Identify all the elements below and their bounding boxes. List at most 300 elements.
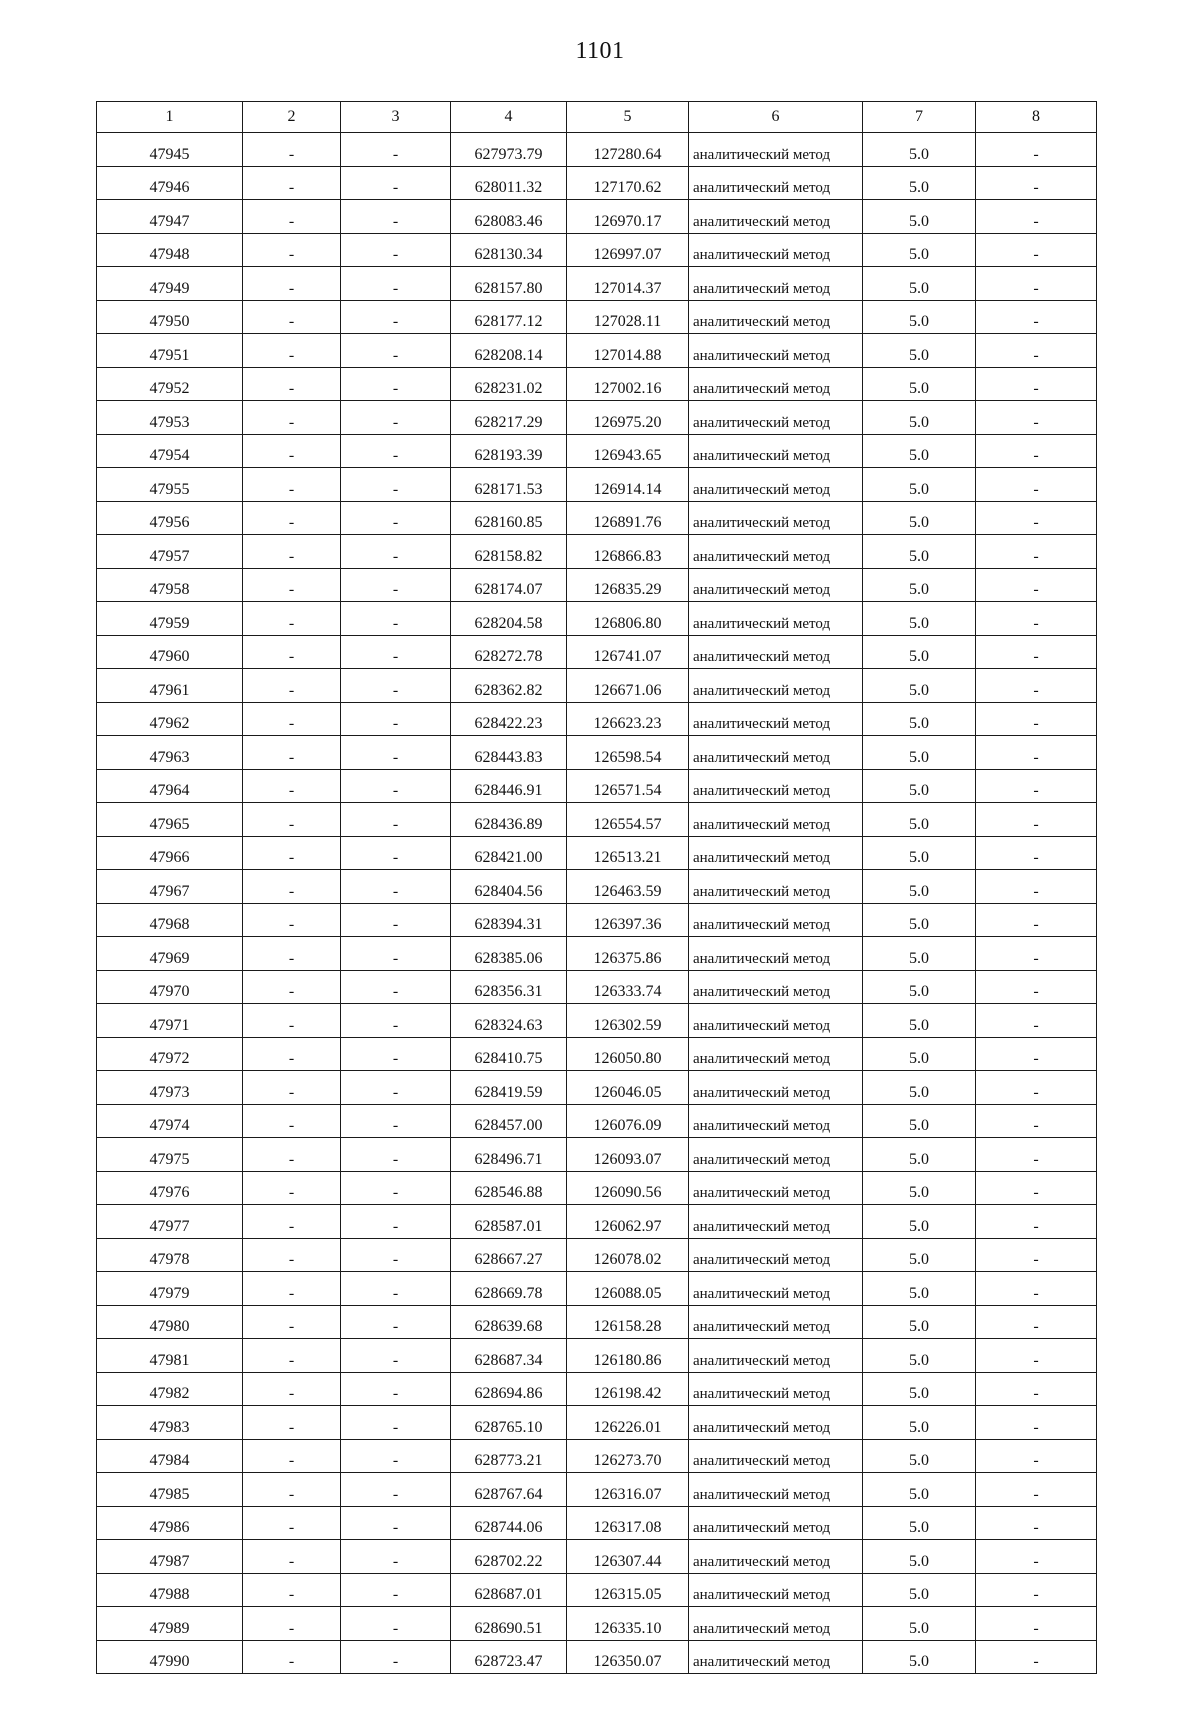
- column-2-cell: -: [243, 836, 341, 870]
- column-3-cell: -: [341, 1640, 451, 1674]
- column-2-cell: -: [243, 1573, 341, 1607]
- column-3-cell: -: [341, 233, 451, 267]
- coordinate-x-cell: 628193.39: [451, 434, 567, 468]
- coordinate-x-cell: 628767.64: [451, 1473, 567, 1507]
- column-8-cell: -: [976, 1339, 1097, 1373]
- column-2-cell: -: [243, 535, 341, 569]
- column-2-cell: -: [243, 1305, 341, 1339]
- column-2-cell: -: [243, 635, 341, 669]
- accuracy-cell: 5.0: [863, 300, 976, 334]
- table-row: [97, 736, 1097, 770]
- method-cell: аналитический метод: [689, 635, 863, 669]
- table-row: [97, 669, 1097, 703]
- column-8-cell: -: [976, 300, 1097, 334]
- column-2-cell: -: [243, 367, 341, 401]
- point-number-cell: 47966: [97, 836, 243, 870]
- coordinate-x-cell: 628204.58: [451, 602, 567, 636]
- coordinate-x-cell: 628174.07: [451, 568, 567, 602]
- column-2-cell: -: [243, 870, 341, 904]
- page-number: 1101: [575, 38, 625, 64]
- coordinate-y-cell: 126317.08: [567, 1506, 689, 1540]
- column-3-cell: -: [341, 970, 451, 1004]
- coordinate-x-cell: 628687.34: [451, 1339, 567, 1373]
- coordinate-x-cell: 628443.83: [451, 736, 567, 770]
- column-8-cell: -: [976, 1640, 1097, 1674]
- coordinate-y-cell: 126315.05: [567, 1573, 689, 1607]
- column-2-cell: -: [243, 334, 341, 368]
- method-cell: аналитический метод: [689, 1439, 863, 1473]
- table-row: [97, 501, 1097, 535]
- method-cell: аналитический метод: [689, 736, 863, 770]
- point-number-cell: 47962: [97, 702, 243, 736]
- column-2-cell: -: [243, 970, 341, 1004]
- column-2-cell: -: [243, 1607, 341, 1641]
- point-number-cell: 47989: [97, 1607, 243, 1641]
- table-row: [97, 769, 1097, 803]
- coordinate-y-cell: 126076.09: [567, 1104, 689, 1138]
- point-number-cell: 47953: [97, 401, 243, 435]
- column-2-cell: -: [243, 1171, 341, 1205]
- coordinate-y-cell: 126088.05: [567, 1272, 689, 1306]
- column-8-cell: -: [976, 334, 1097, 368]
- column-header-5: 5: [567, 102, 689, 133]
- method-cell: аналитический метод: [689, 1372, 863, 1406]
- column-3-cell: -: [341, 1339, 451, 1373]
- accuracy-cell: 5.0: [863, 1573, 976, 1607]
- column-8-cell: -: [976, 468, 1097, 502]
- accuracy-cell: 5.0: [863, 501, 976, 535]
- coordinate-y-cell: 126333.74: [567, 970, 689, 1004]
- table-row: [97, 468, 1097, 502]
- method-cell: аналитический метод: [689, 970, 863, 1004]
- accuracy-cell: 5.0: [863, 434, 976, 468]
- coordinate-y-cell: 126598.54: [567, 736, 689, 770]
- method-cell: аналитический метод: [689, 568, 863, 602]
- accuracy-cell: 5.0: [863, 1104, 976, 1138]
- coordinate-x-cell: 628687.01: [451, 1573, 567, 1607]
- method-cell: аналитический метод: [689, 1506, 863, 1540]
- method-cell: аналитический метод: [689, 1640, 863, 1674]
- column-3-cell: -: [341, 166, 451, 200]
- column-8-cell: -: [976, 1171, 1097, 1205]
- column-8-cell: -: [976, 1205, 1097, 1239]
- accuracy-cell: 5.0: [863, 870, 976, 904]
- point-number-cell: 47976: [97, 1171, 243, 1205]
- coordinate-x-cell: 628157.80: [451, 267, 567, 301]
- column-header-1: 1: [97, 102, 243, 133]
- table-row: [97, 1104, 1097, 1138]
- coordinate-x-cell: 628422.23: [451, 702, 567, 736]
- method-cell: аналитический метод: [689, 702, 863, 736]
- method-cell: аналитический метод: [689, 401, 863, 435]
- accuracy-cell: 5.0: [863, 970, 976, 1004]
- column-8-cell: -: [976, 903, 1097, 937]
- point-number-cell: 47954: [97, 434, 243, 468]
- accuracy-cell: 5.0: [863, 1372, 976, 1406]
- column-2-cell: -: [243, 1272, 341, 1306]
- table-row: [97, 635, 1097, 669]
- coordinate-y-cell: 126513.21: [567, 836, 689, 870]
- table-row: [97, 1573, 1097, 1607]
- column-3-cell: -: [341, 1372, 451, 1406]
- method-cell: аналитический метод: [689, 903, 863, 937]
- column-2-cell: -: [243, 1004, 341, 1038]
- column-2-cell: -: [243, 1439, 341, 1473]
- coordinate-x-cell: 628669.78: [451, 1272, 567, 1306]
- table-row: [97, 1372, 1097, 1406]
- point-number-cell: 47970: [97, 970, 243, 1004]
- column-2-cell: -: [243, 1406, 341, 1440]
- coordinate-y-cell: 126835.29: [567, 568, 689, 602]
- coordinate-x-cell: 628208.14: [451, 334, 567, 368]
- accuracy-cell: 5.0: [863, 836, 976, 870]
- accuracy-cell: 5.0: [863, 1439, 976, 1473]
- coordinate-x-cell: 628690.51: [451, 1607, 567, 1641]
- coordinate-y-cell: 126866.83: [567, 535, 689, 569]
- point-number-cell: 47949: [97, 267, 243, 301]
- accuracy-cell: 5.0: [863, 769, 976, 803]
- point-number-cell: 47983: [97, 1406, 243, 1440]
- table-row: [97, 1607, 1097, 1641]
- coordinate-y-cell: 126554.57: [567, 803, 689, 837]
- column-3-cell: -: [341, 635, 451, 669]
- column-3-cell: -: [341, 870, 451, 904]
- point-number-cell: 47951: [97, 334, 243, 368]
- column-8-cell: -: [976, 1071, 1097, 1105]
- accuracy-cell: 5.0: [863, 1238, 976, 1272]
- table-row: [97, 1339, 1097, 1373]
- coordinate-x-cell: 628587.01: [451, 1205, 567, 1239]
- column-8-cell: -: [976, 267, 1097, 301]
- column-3-cell: -: [341, 1305, 451, 1339]
- coordinate-x-cell: 628421.00: [451, 836, 567, 870]
- coordinate-x-cell: 628011.32: [451, 166, 567, 200]
- column-header-8: 8: [976, 102, 1097, 133]
- column-3-cell: -: [341, 1573, 451, 1607]
- table-row: [97, 1540, 1097, 1574]
- point-number-cell: 47982: [97, 1372, 243, 1406]
- column-3-cell: -: [341, 200, 451, 234]
- method-cell: аналитический метод: [689, 1238, 863, 1272]
- coordinate-y-cell: 126062.97: [567, 1205, 689, 1239]
- coordinate-x-cell: 628765.10: [451, 1406, 567, 1440]
- column-3-cell: -: [341, 1205, 451, 1239]
- table-row: [97, 300, 1097, 334]
- coordinate-y-cell: 126302.59: [567, 1004, 689, 1038]
- method-cell: аналитический метод: [689, 803, 863, 837]
- method-cell: аналитический метод: [689, 267, 863, 301]
- coordinate-y-cell: 126046.05: [567, 1071, 689, 1105]
- table-row: [97, 1305, 1097, 1339]
- method-cell: аналитический метод: [689, 334, 863, 368]
- point-number-cell: 47946: [97, 166, 243, 200]
- column-2-cell: -: [243, 903, 341, 937]
- column-3-cell: -: [341, 1138, 451, 1172]
- coordinate-x-cell: 628231.02: [451, 367, 567, 401]
- coordinate-x-cell: 628130.34: [451, 233, 567, 267]
- accuracy-cell: 5.0: [863, 133, 976, 167]
- method-cell: аналитический метод: [689, 434, 863, 468]
- column-2-cell: -: [243, 736, 341, 770]
- column-header-2: 2: [243, 102, 341, 133]
- table-row: [97, 267, 1097, 301]
- point-number-cell: 47969: [97, 937, 243, 971]
- table-header-row: [97, 102, 1097, 133]
- coordinate-x-cell: 628410.75: [451, 1037, 567, 1071]
- column-2-cell: -: [243, 1372, 341, 1406]
- column-3-cell: -: [341, 267, 451, 301]
- table-row: [97, 166, 1097, 200]
- coordinate-x-cell: 628324.63: [451, 1004, 567, 1038]
- column-8-cell: -: [976, 836, 1097, 870]
- coordinate-y-cell: 127280.64: [567, 133, 689, 167]
- method-cell: аналитический метод: [689, 1037, 863, 1071]
- coordinate-y-cell: 126093.07: [567, 1138, 689, 1172]
- column-3-cell: -: [341, 468, 451, 502]
- method-cell: аналитический метод: [689, 200, 863, 234]
- accuracy-cell: 5.0: [863, 903, 976, 937]
- method-cell: аналитический метод: [689, 1540, 863, 1574]
- point-number-cell: 47972: [97, 1037, 243, 1071]
- point-number-cell: 47985: [97, 1473, 243, 1507]
- method-cell: аналитический метод: [689, 166, 863, 200]
- column-3-cell: -: [341, 702, 451, 736]
- method-cell: аналитический метод: [689, 468, 863, 502]
- column-8-cell: -: [976, 702, 1097, 736]
- method-cell: аналитический метод: [689, 1305, 863, 1339]
- coordinate-x-cell: 628217.29: [451, 401, 567, 435]
- coordinates-table: [96, 101, 1097, 1674]
- accuracy-cell: 5.0: [863, 1473, 976, 1507]
- method-cell: аналитический метод: [689, 602, 863, 636]
- point-number-cell: 47967: [97, 870, 243, 904]
- column-header-4: 4: [451, 102, 567, 133]
- coordinate-y-cell: 126090.56: [567, 1171, 689, 1205]
- column-2-cell: -: [243, 133, 341, 167]
- column-2-cell: -: [243, 1104, 341, 1138]
- column-3-cell: -: [341, 1238, 451, 1272]
- accuracy-cell: 5.0: [863, 1506, 976, 1540]
- column-8-cell: -: [976, 970, 1097, 1004]
- point-number-cell: 47981: [97, 1339, 243, 1373]
- method-cell: аналитический метод: [689, 1004, 863, 1038]
- coordinate-y-cell: 126970.17: [567, 200, 689, 234]
- point-number-cell: 47950: [97, 300, 243, 334]
- column-8-cell: -: [976, 367, 1097, 401]
- column-8-cell: -: [976, 1238, 1097, 1272]
- coordinate-x-cell: 628723.47: [451, 1640, 567, 1674]
- column-3-cell: -: [341, 1473, 451, 1507]
- column-8-cell: -: [976, 769, 1097, 803]
- column-8-cell: -: [976, 434, 1097, 468]
- table-row: [97, 133, 1097, 167]
- table-row: [97, 702, 1097, 736]
- table-row: [97, 334, 1097, 368]
- column-2-cell: -: [243, 166, 341, 200]
- accuracy-cell: 5.0: [863, 401, 976, 435]
- method-cell: аналитический метод: [689, 1272, 863, 1306]
- accuracy-cell: 5.0: [863, 669, 976, 703]
- column-3-cell: -: [341, 1272, 451, 1306]
- table-row: [97, 602, 1097, 636]
- column-2-cell: -: [243, 769, 341, 803]
- coordinate-y-cell: 126571.54: [567, 769, 689, 803]
- column-3-cell: -: [341, 535, 451, 569]
- column-3-cell: -: [341, 1071, 451, 1105]
- table-row: [97, 1406, 1097, 1440]
- column-8-cell: -: [976, 1372, 1097, 1406]
- coordinate-y-cell: 126891.76: [567, 501, 689, 535]
- method-cell: аналитический метод: [689, 769, 863, 803]
- column-3-cell: -: [341, 1540, 451, 1574]
- column-3-cell: -: [341, 836, 451, 870]
- coordinate-x-cell: 628419.59: [451, 1071, 567, 1105]
- method-cell: аналитический метод: [689, 300, 863, 334]
- table-row: [97, 568, 1097, 602]
- point-number-cell: 47964: [97, 769, 243, 803]
- coordinate-y-cell: 126158.28: [567, 1305, 689, 1339]
- accuracy-cell: 5.0: [863, 535, 976, 569]
- column-3-cell: -: [341, 1506, 451, 1540]
- table-row: [97, 1640, 1097, 1674]
- point-number-cell: 47990: [97, 1640, 243, 1674]
- accuracy-cell: 5.0: [863, 1305, 976, 1339]
- column-3-cell: -: [341, 501, 451, 535]
- table-row: [97, 1439, 1097, 1473]
- coordinate-x-cell: 628546.88: [451, 1171, 567, 1205]
- accuracy-cell: 5.0: [863, 803, 976, 837]
- point-number-cell: 47945: [97, 133, 243, 167]
- point-number-cell: 47977: [97, 1205, 243, 1239]
- method-cell: аналитический метод: [689, 1071, 863, 1105]
- column-2-cell: -: [243, 1138, 341, 1172]
- coordinate-y-cell: 126078.02: [567, 1238, 689, 1272]
- accuracy-cell: 5.0: [863, 1540, 976, 1574]
- method-cell: аналитический метод: [689, 535, 863, 569]
- coordinate-x-cell: 628404.56: [451, 870, 567, 904]
- accuracy-cell: 5.0: [863, 937, 976, 971]
- coordinate-y-cell: 127028.11: [567, 300, 689, 334]
- table-body: [97, 133, 1097, 1674]
- column-2-cell: -: [243, 267, 341, 301]
- method-cell: аналитический метод: [689, 1607, 863, 1641]
- column-8-cell: -: [976, 1573, 1097, 1607]
- coordinate-x-cell: 628394.31: [451, 903, 567, 937]
- column-3-cell: -: [341, 903, 451, 937]
- table-row: [97, 1205, 1097, 1239]
- coordinate-x-cell: 628667.27: [451, 1238, 567, 1272]
- accuracy-cell: 5.0: [863, 702, 976, 736]
- column-2-cell: -: [243, 937, 341, 971]
- coordinate-x-cell: 628158.82: [451, 535, 567, 569]
- column-2-cell: -: [243, 1037, 341, 1071]
- column-2-cell: -: [243, 1205, 341, 1239]
- column-3-cell: -: [341, 1439, 451, 1473]
- table-row: [97, 836, 1097, 870]
- method-cell: аналитический метод: [689, 1205, 863, 1239]
- coordinate-y-cell: 127014.37: [567, 267, 689, 301]
- method-cell: аналитический метод: [689, 1171, 863, 1205]
- coordinate-x-cell: 628496.71: [451, 1138, 567, 1172]
- point-number-cell: 47980: [97, 1305, 243, 1339]
- coordinate-x-cell: 628356.31: [451, 970, 567, 1004]
- coordinate-x-cell: 628694.86: [451, 1372, 567, 1406]
- coordinate-y-cell: 126050.80: [567, 1037, 689, 1071]
- method-cell: аналитический метод: [689, 1406, 863, 1440]
- column-2-cell: -: [243, 1238, 341, 1272]
- table-row: [97, 1272, 1097, 1306]
- table-row: [97, 937, 1097, 971]
- column-8-cell: -: [976, 870, 1097, 904]
- column-2-cell: -: [243, 669, 341, 703]
- table-row: [97, 1138, 1097, 1172]
- coordinate-x-cell: 627973.79: [451, 133, 567, 167]
- coordinate-y-cell: 126943.65: [567, 434, 689, 468]
- point-number-cell: 47952: [97, 367, 243, 401]
- accuracy-cell: 5.0: [863, 334, 976, 368]
- column-header-3: 3: [341, 102, 451, 133]
- accuracy-cell: 5.0: [863, 1406, 976, 1440]
- coordinate-y-cell: 127014.88: [567, 334, 689, 368]
- column-3-cell: -: [341, 1037, 451, 1071]
- column-2-cell: -: [243, 702, 341, 736]
- table-row: [97, 1238, 1097, 1272]
- accuracy-cell: 5.0: [863, 568, 976, 602]
- coordinate-y-cell: 126463.59: [567, 870, 689, 904]
- column-8-cell: -: [976, 937, 1097, 971]
- column-3-cell: -: [341, 133, 451, 167]
- table-row: [97, 970, 1097, 1004]
- accuracy-cell: 5.0: [863, 1004, 976, 1038]
- point-number-cell: 47978: [97, 1238, 243, 1272]
- coordinate-x-cell: 628171.53: [451, 468, 567, 502]
- coordinate-y-cell: 126671.06: [567, 669, 689, 703]
- coordinate-y-cell: 126975.20: [567, 401, 689, 435]
- accuracy-cell: 5.0: [863, 233, 976, 267]
- point-number-cell: 47975: [97, 1138, 243, 1172]
- accuracy-cell: 5.0: [863, 200, 976, 234]
- accuracy-cell: 5.0: [863, 1171, 976, 1205]
- point-number-cell: 47948: [97, 233, 243, 267]
- point-number-cell: 47947: [97, 200, 243, 234]
- column-8-cell: -: [976, 535, 1097, 569]
- column-3-cell: -: [341, 1104, 451, 1138]
- table-row: [97, 1473, 1097, 1507]
- table-row: [97, 434, 1097, 468]
- column-3-cell: -: [341, 669, 451, 703]
- column-2-cell: -: [243, 1506, 341, 1540]
- column-2-cell: -: [243, 1071, 341, 1105]
- coordinate-x-cell: 628702.22: [451, 1540, 567, 1574]
- point-number-cell: 47960: [97, 635, 243, 669]
- coordinate-y-cell: 126397.36: [567, 903, 689, 937]
- method-cell: аналитический метод: [689, 133, 863, 167]
- column-3-cell: -: [341, 1171, 451, 1205]
- coordinate-y-cell: 126180.86: [567, 1339, 689, 1373]
- column-header-7: 7: [863, 102, 976, 133]
- column-2-cell: -: [243, 401, 341, 435]
- column-2-cell: -: [243, 568, 341, 602]
- point-number-cell: 47961: [97, 669, 243, 703]
- coordinate-y-cell: 126316.07: [567, 1473, 689, 1507]
- method-cell: аналитический метод: [689, 233, 863, 267]
- coordinate-y-cell: 127002.16: [567, 367, 689, 401]
- coordinate-y-cell: 126307.44: [567, 1540, 689, 1574]
- accuracy-cell: 5.0: [863, 1607, 976, 1641]
- table-row: [97, 1037, 1097, 1071]
- table-row: [97, 803, 1097, 837]
- column-3-cell: -: [341, 367, 451, 401]
